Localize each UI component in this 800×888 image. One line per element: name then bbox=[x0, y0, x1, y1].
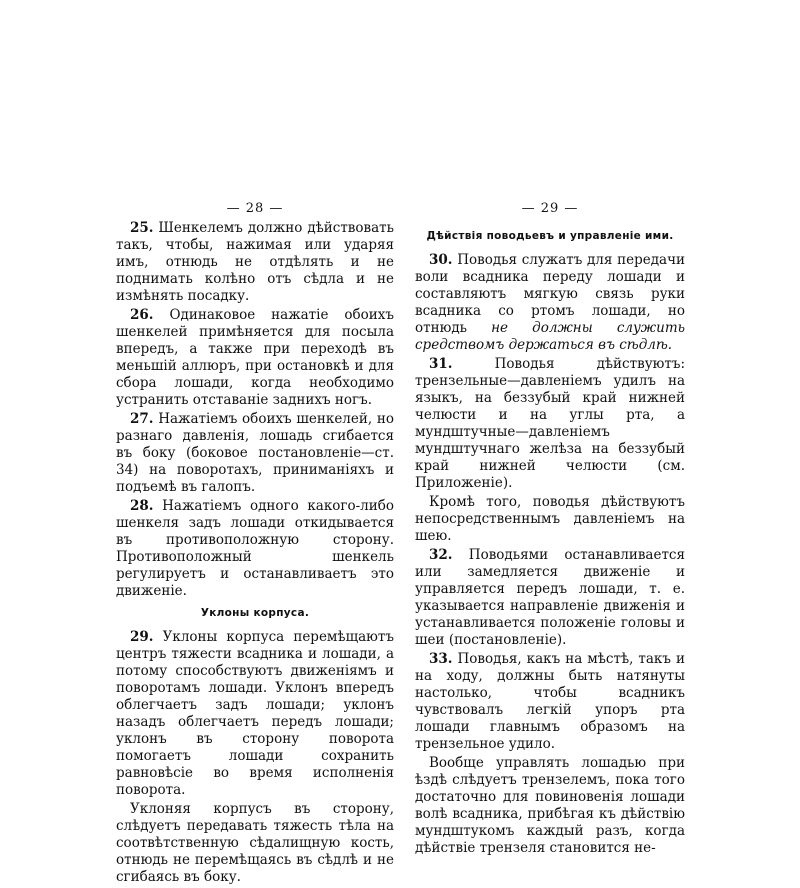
page-number-right: — 29 — bbox=[521, 201, 579, 216]
paragraph-text: Нажатіемъ одного какого-либо шенкеля задъ лошади откидывается въ противоположную сторону. Противоположный шенкель регулируетъ и останавливаетъ это движеніе. bbox=[116, 498, 394, 599]
paragraph-31-continued bbox=[415, 494, 685, 545]
paragraph-32 bbox=[415, 547, 685, 649]
paragraph-text: Одинаковое нажатіе обоихъ шенкелей примѣняется для посыла впередъ, а также при переходѣ въ меньшій аллюръ, при остановкѣ и для сбора лошади, когда необходимо устранить отставаніе заднихъ ногъ. bbox=[116, 307, 394, 408]
left-page bbox=[116, 200, 394, 888]
page-number-left: — 28 — bbox=[226, 201, 284, 216]
paragraph-31 bbox=[415, 356, 685, 492]
paragraph-27 bbox=[116, 411, 394, 496]
paragraph-italic-text: не должны служить средствомъ держаться въ сѣдлѣ. bbox=[415, 320, 685, 353]
paragraph-26 bbox=[116, 307, 394, 409]
paragraph-text: Нажатіемъ обоихъ шенкелей, но разнаго давленія, лошадь сгибается въ боку (боковое постановленіе—ст. 34) на поворотахъ, приниманіяхъ и подъемѣ въ галопъ. bbox=[116, 411, 394, 495]
paragraph-33 bbox=[415, 651, 685, 753]
paragraph-33-continued bbox=[415, 755, 685, 857]
paragraph-25 bbox=[116, 220, 394, 305]
paragraph-number: 32. bbox=[429, 547, 453, 563]
paragraph-text: Поводьями останавливается или замедляется движеніе и управляется передъ лошади, т. е. указывается направленіе движенія и устанавливается положеніе головы и шеи (постановленіе). bbox=[415, 547, 685, 648]
paragraph-text: Поводья служатъ для передачи воли всадника переду лошади и составляютъ мягкую связь руки всадника со ртомъ лошади, но отнюдь bbox=[415, 252, 685, 336]
paragraph-number: 26. bbox=[130, 307, 154, 323]
paragraph-text: Поводья дѣйствуютъ: трензельные—давленіемъ удилъ на языкъ, на беззубый край нижней челюсти и на углы рта, а мундштучные—давленіемъ мундштучнаго желѣза на беззубый край нижней челюсти (см. Приложеніе). bbox=[415, 356, 685, 491]
paragraph-number: 27. bbox=[130, 411, 154, 427]
paragraph-number: 29. bbox=[130, 629, 154, 645]
paragraph-29-continued bbox=[116, 801, 394, 886]
paragraph-number: 31. bbox=[429, 356, 453, 372]
paragraph-29 bbox=[116, 629, 394, 799]
paragraph-number: 28. bbox=[130, 498, 154, 514]
paragraph-text: Вообще управлять лошадью при ѣздѣ слѣдуетъ трензелемъ, пока того достаточно для повиновенія лошади волѣ всадника, прибѣгая къ дѣйствію мундштукомъ каждый разъ, когда дѣйствіе трензеля становится не- bbox=[415, 755, 685, 856]
paragraph-30 bbox=[415, 252, 685, 354]
paragraph-text: Уклоны корпуса перемѣщаютъ центръ тяжести всадника и лошади, а потому способствуютъ движеніямъ и поворотамъ лошади. Уклонъ впередъ облегчаетъ задъ лошади; уклонъ назадъ облегчаетъ передъ лошади; уклонъ въ сторону поворота помогаетъ лошади сохранить равновѣсіе во время исполненія поворота. bbox=[116, 629, 394, 798]
paragraph-text: Уклоняя корпусъ въ сторону, слѣдуетъ передавать тяжесть тѣла на соотвѣтственную сѣдалищную кость, отнюдь не перемѣщаясь въ сѣдлѣ и не сгибаясь въ боку. bbox=[116, 801, 394, 885]
paragraph-text: Кромѣ того, поводья дѣйствуютъ непосредственнымъ давленіемъ на шею. bbox=[415, 494, 685, 544]
paragraph-number: 25. bbox=[130, 220, 154, 236]
section-title-body-lean: Уклоны корпуса. bbox=[200, 607, 310, 619]
paragraph-number: 30. bbox=[429, 252, 453, 268]
right-page bbox=[415, 200, 685, 859]
paragraph-28 bbox=[116, 498, 394, 600]
paragraph-text: Поводья, какъ на мѣстѣ, такъ и на ходу, должны быть натянуты настолько, чтобы всадникъ чувствовалъ легкій упоръ рта лошади главнымъ образомъ на трензельное удило. bbox=[415, 651, 685, 752]
paragraph-text: Шенкелемъ должно дѣйствовать такъ, чтобы, нажимая или ударяя имъ, отнюдь не отдѣлять и не поднимать колѣно отъ сѣдла и не измѣнять посадку. bbox=[116, 220, 394, 304]
paragraph-number: 33. bbox=[429, 651, 453, 667]
section-title-reins: Дѣйствія поводьевъ и управленіе ими. bbox=[426, 230, 674, 242]
